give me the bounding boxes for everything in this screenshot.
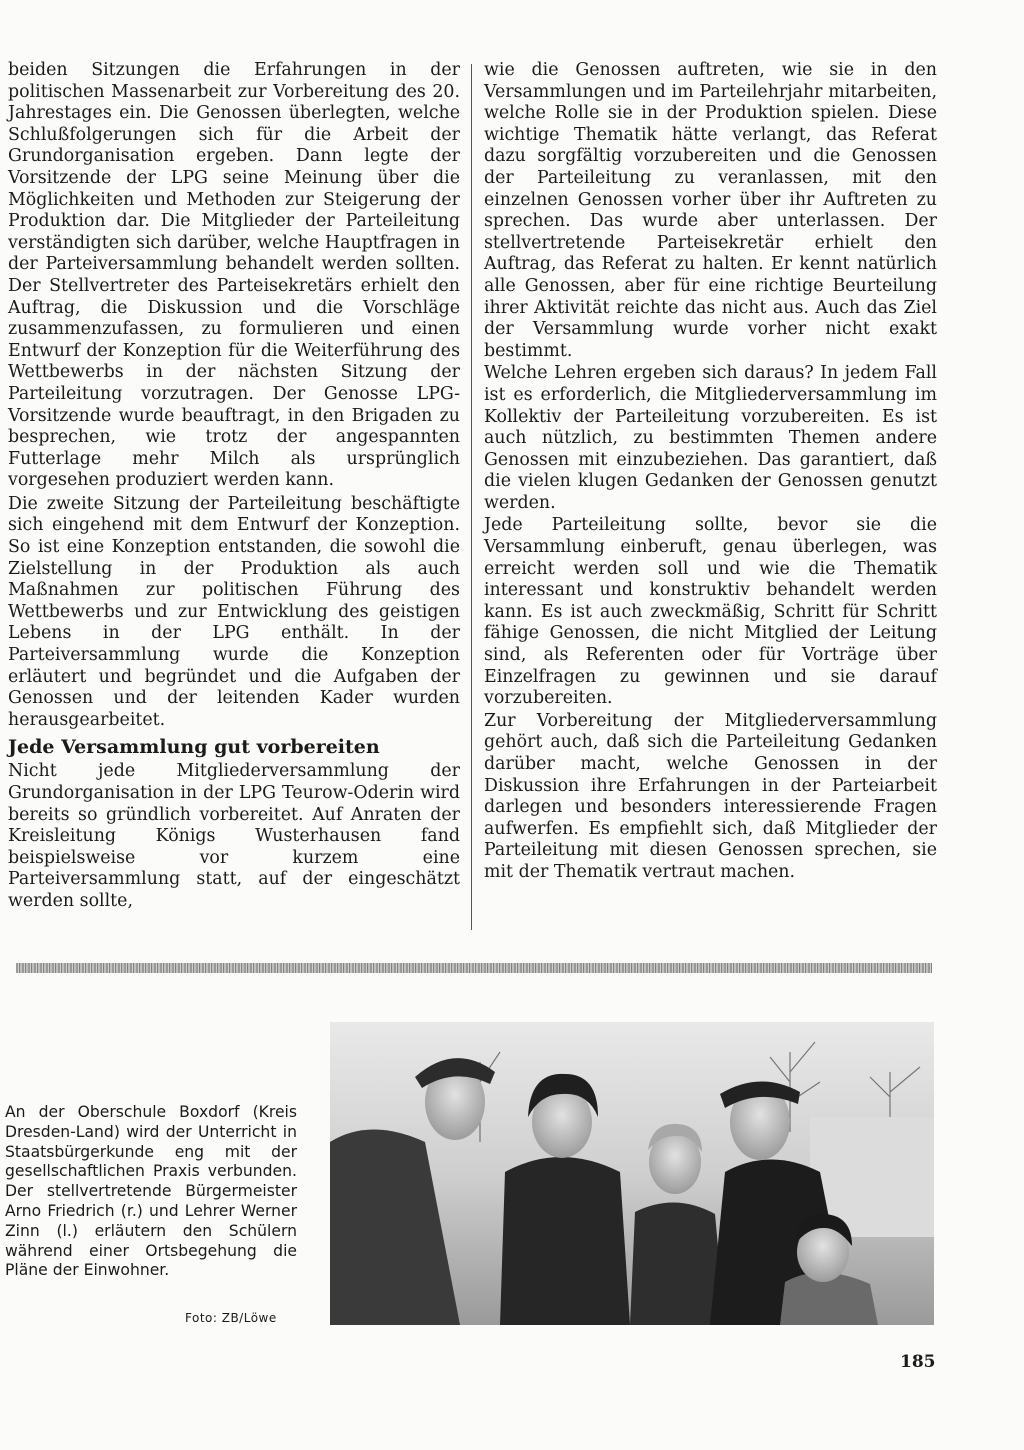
paragraph: wie die Genossen auftreten, wie sie in den Versammlungen und im Parteilehrjahr mitarbeiten, welche Rolle sie in der Produktion spielen. Diese wichtige Thematik hätte verlangt, das Referat dazu sorgfältig vorzubereiten und die Genossen der Parteileitung zu veranlassen, mit den einzelnen Genossen vorher über ihr Auftreten zu sprechen. Das wurde aber unterlassen. Der stellvertretende Parteisekretär erhielt den Auftrag, das Referat zu halten. Er kennt natürlich alle Genossen, aber für eine richtige Beurteilung ihrer Aktivität reichte das nicht aus. Auch das Ziel der Versammlung wurde vorher nicht exakt bestimmt. (484, 60, 937, 361)
paragraph: Nicht jede Mitgliederversammlung der Grundorganisation in der LPG Teurow-Oderin wird bereits so gründlich vorbereitet. Auf Anraten der Kreisleitung Königs Wusterhausen fand beispielsweise vor kurzem eine Parteiversammlung statt, auf der eingeschätzt werden sollte, (8, 761, 460, 911)
column-divider (471, 64, 472, 930)
page-number: 185 (900, 1352, 936, 1372)
right-column (484, 60, 937, 885)
paragraph: Jede Parteileitung sollte, bevor sie die Versammlung einberuft, genau überlegen, was erreicht werden soll und wie die Thematik interessant und konstruktiv behandelt werden kann. Es ist auch zweckmäßig, Schritt für Schritt fähige Genossen, die nicht Mitglied der Leitung sind, als Referenten oder für Vorträge über Einzelfragen zu gewinnen und sie darauf vorzubereiten. (484, 515, 937, 709)
paragraph: Welche Lehren ergeben sich daraus? In jedem Fall ist es erforderlich, die Mitgliederversammlung im Kollektiv der Parteileitung vorzubereiten. Es ist auch nützlich, zu bestimmten Themen andere Genossen mit einzubeziehen. Das garantiert, daß die vielen klugen Gedanken der Genossen genutzt werden. (484, 363, 937, 513)
paragraph: Zur Vorbereitung der Mitgliederversammlung gehört auch, daß sich die Parteileitung Gedanken darüber macht, welche Genossen in der Diskussion ihre Erfahrungen in der Parteiarbeit darlegen und besonders interessierende Fragen aufwerfen. Es empfiehlt sich, daß Mitglieder der Parteileitung mit diesen Genossen sprechen, sie mit der Thematik vertraut machen. (484, 710, 937, 882)
photo (330, 1022, 934, 1325)
paragraph: beiden Sitzungen die Erfahrungen in der politischen Massenarbeit zur Vorbereitung des 20. Jahrestages ein. Die Genossen überlegten, welche Schlußfolgerungen sich für die Arbeit der Grundorganisation ergeben. Dann legte der Vorsitzende der LPG seine Meinung über die Möglichkeiten und Methoden zur Steigerung der Produktion dar. Die Mitglieder der Parteileitung verständigten sich darüber, welche Hauptfragen in der Parteiversammlung behandelt werden sollten. Der Stellvertreter des Parteisekretärs erhielt den Auftrag, die Diskussion und die Vorschläge zusammenzufassen, zu formulieren und einen Entwurf der Konzeption für die Weiterführung des Wettbewerbs in der nächsten Sitzung der Parteileitung vorzutragen. Der Genosse LPG-Vorsitzende wurde beauftragt, in den Brigaden zu besprechen, wie trotz der angespannten Futterlage mehr Milch als ursprünglich vorgesehen produziert werden kann. (8, 60, 460, 491)
photo-caption: An der Oberschule Boxdorf (Kreis Dresden-Land) wird der Unterricht in Staatsbürgerkunde eng mit der gesellschaftlichen Praxis verbunden. Der stellvertretende Bürgermeister Arno Friedrich (r.) und Lehrer Werner Zinn (l.) erläutern den Schülern während einer Ortsbegehung die Pläne der Einwohner. (5, 1103, 297, 1280)
photo-illustration (330, 1022, 934, 1325)
section-heading: Jede Versammlung gut vorbereiten (8, 736, 380, 759)
left-column (8, 60, 460, 914)
decorative-divider (16, 963, 932, 973)
paragraph: Die zweite Sitzung der Parteileitung beschäftigte sich eingehend mit dem Entwurf der Konzeption. So ist eine Konzeption entstanden, die sowohl die Zielstellung in der Produktion als auch Maßnahmen zur politischen Führung des Wettbewerbs und zur Entwicklung des geistigen Lebens in der LPG enthält. In der Parteiversammlung wurde die Konzeption erläutert und begründet und die Aufgaben der Genossen und der leitenden Kader wurden herausgearbeitet. (8, 493, 460, 730)
photo-credit: Foto: ZB/Löwe (185, 1311, 277, 1325)
